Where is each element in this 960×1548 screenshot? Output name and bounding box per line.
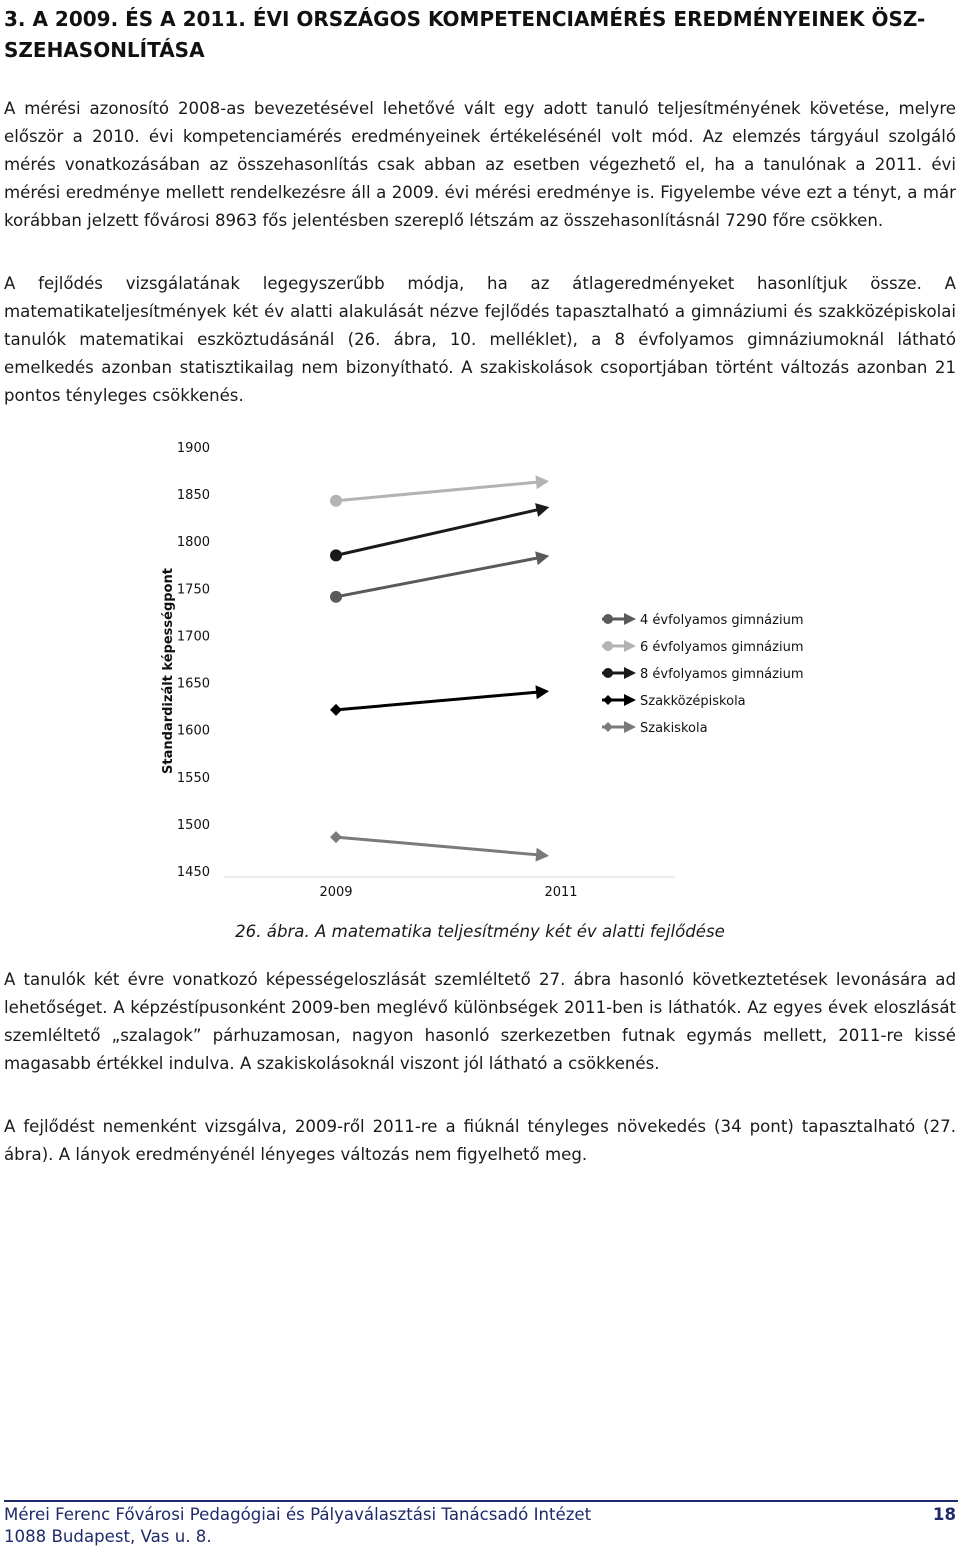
data-point <box>330 704 342 716</box>
legend-swatch-marker <box>603 695 613 705</box>
page-number: 18 <box>932 1505 956 1524</box>
series-arrowhead <box>535 475 549 489</box>
figure-title: A matematika teljesítmény két év alatti fejlődése <box>309 922 725 941</box>
y-tick-label: 1600 <box>176 723 210 739</box>
figure-caption <box>0 920 960 944</box>
y-tick-label: 1700 <box>176 629 210 645</box>
y-tick-label: 1800 <box>176 535 210 551</box>
paragraph-distribution: A tanulók két évre vonatkozó képességeloszlását szemléltető 27. ábra hasonló következtetések levonására ad lehetőséget. A képzéstípusonként 2009-ben meglévő különbségek 2011-ben is láthatók. Az egyes évek eloszlását szemléltető „szalagok” párhuzamosan, nagyon hasonló szerkezetben futnak egymás mellett, 2011-re kissé magasabb értékkel indulva. A szakiskolásoknál viszont jól látható a csökkenés. <box>4 970 956 1073</box>
legend-swatch-marker <box>603 668 613 678</box>
paragraph-development: A fejlődés vizsgálatának legegyszerűbb módja, ha az átlageredményeket hasonlítjuk össze. A matematikateljesítmények két év alatti alakulását nézve fejlődés tapasztalható a gimnáziumi és szakközépiskolai tanulók matematikai eszköztudásánál (26. ábra, 10. melléklet), a 8 évfolyamos gimnáziumoknál látható emelkedés azonban statisztikailag nem bizonyítható. A szakiskolások csoportjában történt változás azonban 21 pontos tényleges csökkenés. <box>4 274 956 405</box>
footer-institution: Mérei Ferenc Fővárosi Pedagógiai és Pályaválasztási Tanácsadó Intézet <box>4 1505 592 1524</box>
series-1 <box>330 551 549 602</box>
legend-swatch-arrow <box>624 613 636 625</box>
series-line <box>336 837 539 855</box>
y-tick-label: 1650 <box>176 676 210 692</box>
section-heading: 3. A 2009. ÉS A 2011. ÉVI ORSZÁGOS KOMPETENCIAMÉRÉS EREDMÉNYEINEK ÖSZ-SZEHASONLÍTÁSA <box>4 7 926 62</box>
legend-label: Szakközépiskola <box>640 694 746 709</box>
series-arrowhead <box>535 848 549 862</box>
legend-label: 4 évfolyamos gimnázium <box>640 613 804 628</box>
legend-item <box>602 667 804 682</box>
series-line <box>336 482 539 501</box>
series-arrowhead <box>535 503 549 517</box>
data-point <box>330 831 342 843</box>
data-point <box>330 495 342 507</box>
footer-address: 1088 Budapest, Vas u. 8. <box>4 1527 212 1546</box>
series-arrowhead <box>535 685 549 699</box>
legend-swatch-marker <box>603 722 613 732</box>
y-tick-label: 1900 <box>176 441 210 456</box>
series-line <box>336 692 539 710</box>
x-tick-label: 2011 <box>544 885 578 900</box>
y-tick-label: 1750 <box>176 582 210 598</box>
series-line <box>336 558 539 597</box>
legend-swatch-marker <box>603 614 613 624</box>
legend-item <box>602 721 708 736</box>
series-5 <box>330 831 549 862</box>
figure-number: 26. ábra. <box>235 922 310 941</box>
series-line <box>336 509 540 555</box>
legend-label: Szakiskola <box>640 721 708 736</box>
legend-item <box>602 640 804 655</box>
data-point <box>330 591 342 603</box>
chart-math-development <box>150 425 810 905</box>
legend-label: 6 évfolyamos gimnázium <box>640 640 804 655</box>
legend-swatch-arrow <box>624 667 636 679</box>
y-tick-label: 1450 <box>176 865 210 880</box>
series-3 <box>330 503 549 561</box>
legend-label: 8 évfolyamos gimnázium <box>640 667 804 682</box>
y-axis-ticks <box>177 441 210 880</box>
legend-swatch-arrow <box>624 694 636 706</box>
series-4 <box>330 685 549 716</box>
series-2 <box>330 475 549 506</box>
x-tick-label: 2009 <box>319 885 353 900</box>
legend-swatch-marker <box>603 641 613 651</box>
legend-item <box>602 694 746 709</box>
paragraph-intro: A mérési azonosító 2008-as bevezetésével lehetővé vált egy adott tanuló teljesítményének követése, melyre először a 2010. évi kompetenciamérés eredményeinek értékelésénél volt mód. Az elemzés tárgyául szolgáló mérés vonatkozásában az összehasonlítás csak abban az esetben végezhető el, ha a tanulónak a 2011. évi mérési eredménye mellett rendelkezésre áll a 2009. évi mérési eredménye is. Figyelembe véve ezt a tényt, a már korábban jelzett fővárosi 8963 fős jelentésben szereplő létszám az összehasonlításnál 7290 főre csökken. <box>4 99 956 230</box>
data-point <box>330 549 342 561</box>
y-tick-label: 1550 <box>176 770 210 786</box>
series-layer <box>330 475 549 861</box>
chart-svg <box>150 425 810 905</box>
y-tick-label: 1500 <box>176 817 210 833</box>
paragraph-gender: A fejlődést nemenként vizsgálva, 2009-ről 2011-re a fiúknál tényleges növekedés (34 pont) tapasztalható (27. ábra). A lányok eredményénél lényeges változás nem figyelhető meg. <box>4 1117 956 1164</box>
legend-swatch-arrow <box>624 721 636 733</box>
footer-divider <box>4 1500 958 1502</box>
y-axis-label: Standardizált képességpont <box>161 568 176 774</box>
legend <box>602 613 804 736</box>
series-arrowhead <box>535 551 549 565</box>
y-tick-label: 1850 <box>176 488 210 504</box>
legend-item <box>602 613 804 628</box>
legend-swatch-arrow <box>624 640 636 652</box>
x-axis-ticks <box>224 877 675 900</box>
